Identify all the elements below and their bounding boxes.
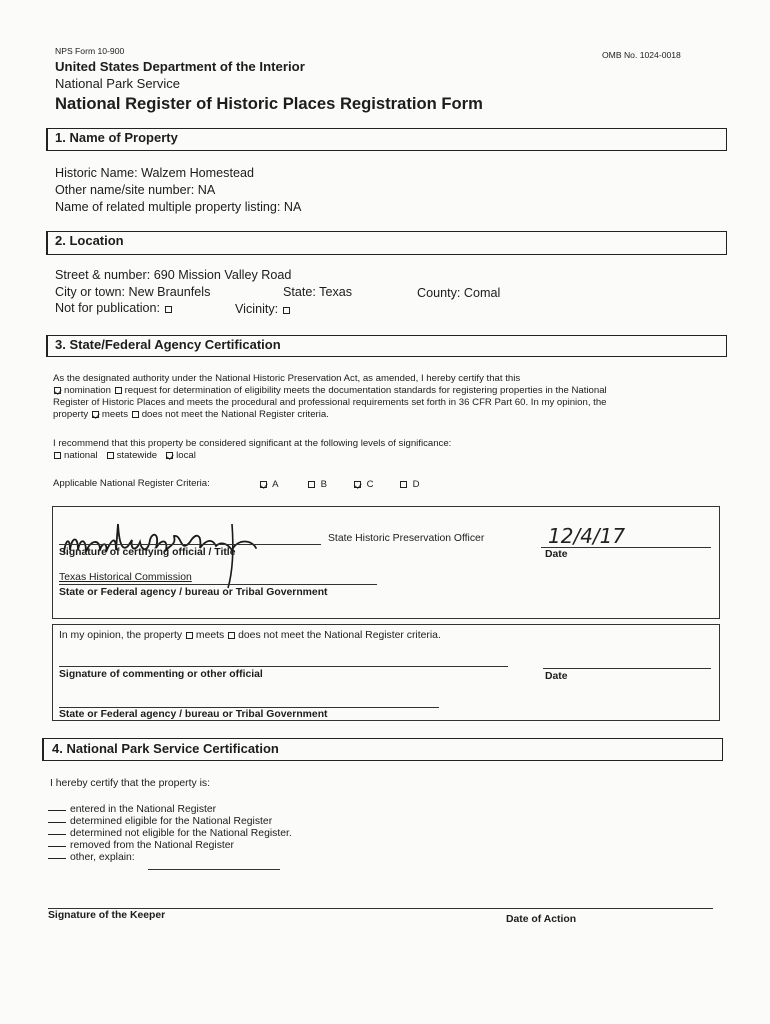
national-checkbox[interactable] <box>54 452 61 459</box>
option-not-eligible <box>48 828 292 839</box>
option-other <box>48 852 135 863</box>
historic-name: Historic Name: Walzem Homestead <box>55 166 254 180</box>
signature-label: Signature of certifying official / Title <box>59 547 236 558</box>
opinion-prefix: In my opinion, the property <box>59 630 183 641</box>
property-label: property <box>53 409 89 420</box>
meets-label: meets <box>101 409 129 420</box>
option-eligible <box>48 816 272 827</box>
option-entered-label: entered in the National Register <box>70 804 217 815</box>
section-2-header <box>46 231 727 255</box>
option-other-label: other, explain: <box>70 852 135 863</box>
opinion-not-meet-checkbox[interactable] <box>228 632 235 639</box>
criterion-c <box>353 479 374 490</box>
option-not-eligible-label: determined not eligible for the National Register. <box>70 828 292 839</box>
opinion-meets-checkbox[interactable] <box>186 632 193 639</box>
criterion-a-label: A <box>272 479 279 490</box>
nomination-label: nomination <box>64 385 111 396</box>
meets-checkbox[interactable] <box>92 411 99 418</box>
criterion-a-checkbox[interactable] <box>260 481 267 488</box>
section-3-heading: 3. State/Federal Agency Certification <box>55 337 281 352</box>
request-label: request for determination of eligibility meets the documentation standards for registering properties in the National <box>124 385 607 396</box>
statewide-label: statewide <box>116 450 158 461</box>
certification-paragraph-line2 <box>53 385 607 396</box>
option-removed <box>48 840 234 851</box>
opinion-meets-label: meets <box>195 630 225 641</box>
criterion-d-label: D <box>412 479 420 490</box>
nomination-checkbox[interactable] <box>54 387 61 394</box>
form-number: NPS Form 10-900 <box>55 46 125 56</box>
keeper-signature-line <box>48 908 713 909</box>
department-name: United States Department of the Interior <box>55 59 305 74</box>
criterion-d-checkbox[interactable] <box>400 481 407 488</box>
does-not-meet-label: does not meet the National Register criteria. <box>141 409 329 420</box>
city-town: City or town: New Braunfels <box>55 285 211 299</box>
agency-line <box>59 584 377 585</box>
commenting-signature-label: Signature of commenting or other official <box>59 669 263 680</box>
option-removed-label: removed from the National Register <box>70 840 235 851</box>
opinion-statement <box>59 630 441 641</box>
criterion-b-checkbox[interactable] <box>308 481 315 488</box>
vicinity <box>235 302 293 316</box>
service-name: National Park Service <box>55 76 180 91</box>
request-checkbox[interactable] <box>115 387 122 394</box>
agency-label: State or Federal agency / bureau or Tribal Government <box>59 587 328 598</box>
certifier-title: State Historic Preservation Officer <box>328 533 485 544</box>
section-4-heading: 4. National Park Service Certification <box>52 741 279 756</box>
agency-name: Texas Historical Commission <box>59 572 192 583</box>
national-label: national <box>64 450 98 461</box>
criteria-label: Applicable National Register Criteria: <box>53 478 210 489</box>
certification-paragraph-line3: Register of Historic Places and meets the procedural and professional requirements set forth in 36 CFR Part 60. In my opinion, the <box>53 397 607 408</box>
other-name: Other name/site number: NA <box>55 183 216 197</box>
multiple-property-listing: Name of related multiple property listing: NA <box>55 200 302 214</box>
criterion-a <box>259 479 279 490</box>
option-entered <box>48 804 216 815</box>
section-1-heading: 1. Name of Property <box>55 130 178 145</box>
handwritten-date: 12/4/17 <box>548 524 626 548</box>
criterion-b-label: B <box>320 479 328 490</box>
criterion-c-checkbox[interactable] <box>354 481 361 488</box>
page-title: National Register of Historic Places Registration Form <box>55 94 483 113</box>
criterion-b <box>307 479 327 490</box>
agency2-label: State or Federal agency / bureau or Tribal Government <box>59 709 328 720</box>
certification-paragraph-line1: As the designated authority under the National Historic Preservation Act, as amended, I hereby certify that this <box>53 373 521 384</box>
county: County: Comal <box>417 286 501 300</box>
does-not-meet-checkbox[interactable] <box>132 411 139 418</box>
significance-levels <box>53 450 196 461</box>
vicinity-label: Vicinity: <box>235 302 279 316</box>
street-number: Street & number: 690 Mission Valley Road <box>55 268 292 282</box>
date-of-action-label: Date of Action <box>506 914 577 925</box>
state: State: Texas <box>283 285 353 299</box>
criterion-c-label: C <box>366 479 374 490</box>
signature-line <box>59 544 321 545</box>
date-label: Date <box>545 549 568 560</box>
omb-number: OMB No. 1024-0018 <box>602 50 681 60</box>
date2-line <box>543 668 711 669</box>
other-explain-line <box>148 869 280 870</box>
opinion-not-meet-label: does not meet the National Register criteria. <box>238 630 441 641</box>
agency2-line <box>59 707 439 708</box>
certify-statement: I hereby certify that the property is: <box>50 778 210 789</box>
local-label: local <box>176 450 196 461</box>
option-eligible-label: determined eligible for the National Register <box>70 816 273 827</box>
not-for-publication-checkbox[interactable] <box>165 306 172 313</box>
section-2-heading: 2. Location <box>55 233 124 248</box>
vicinity-checkbox[interactable] <box>283 307 290 314</box>
not-for-publication <box>55 301 175 315</box>
significance-recommendation: I recommend that this property be considered significant at the following levels of significance: <box>53 438 452 449</box>
not-for-publication-label: Not for publication: <box>55 301 161 315</box>
certification-paragraph-line4 <box>53 409 329 420</box>
local-checkbox[interactable] <box>166 452 173 459</box>
date2-label: Date <box>545 671 568 682</box>
criterion-d <box>399 479 420 490</box>
statewide-checkbox[interactable] <box>107 452 114 459</box>
commenting-signature-line <box>59 666 508 667</box>
keeper-signature-label: Signature of the Keeper <box>48 910 166 921</box>
